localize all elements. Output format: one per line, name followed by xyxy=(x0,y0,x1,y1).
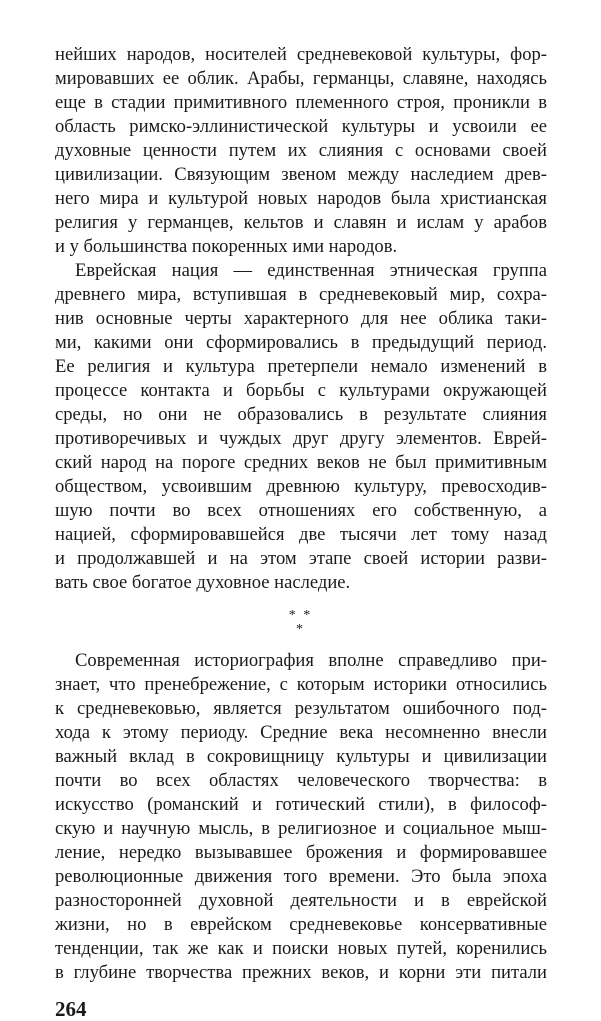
text-line: и продолжавшей и на этом этапе своей истории разви- xyxy=(55,548,547,569)
text-line: почти во всех областях человеческого творчества: в xyxy=(55,770,547,791)
text-line: ский народ на пороге средних веков не был примитивным xyxy=(55,452,547,473)
text-line: древнего мира, вступившая в средневековый мир, сохра- xyxy=(55,284,547,305)
section-separator xyxy=(0,609,601,637)
text-line: жизни, но в еврейском средневековье консервативные xyxy=(55,914,547,935)
text-line: в глубине творчества прежних веков, и корни эти питали xyxy=(55,962,547,983)
text-line: разносторонней духовной деятельности и в еврейской xyxy=(55,890,547,911)
text-line: шую почти во всех отношениях его собственную, а xyxy=(55,500,547,521)
text-line: обществом, усвоившим древнюю культуру, превосходив- xyxy=(55,476,547,497)
text-line: противоречивых и чуждых друг другу элементов. Еврей- xyxy=(55,428,547,449)
text-line: к средневековью, является результатом ошибочного под- xyxy=(55,698,547,719)
text-line: важный вклад в сокровищницу культуры и цивилизации xyxy=(55,746,547,767)
text-line: мировавших ее облик. Арабы, германцы, славяне, находясь xyxy=(55,68,547,89)
text-line: Ее религия и культура претерпели немало изменений в xyxy=(55,356,547,377)
text-line: Еврейская нация — единственная этническая группа xyxy=(75,260,547,281)
text-line: Современная историография вполне справедливо при- xyxy=(75,650,547,671)
text-line: хода к этому периоду. Средние века несомненно внесли xyxy=(55,722,547,743)
text-line: нацией, сформировавшейся две тысячи лет тому назад xyxy=(55,524,547,545)
text-line: и у большинства покоренных ими народов. xyxy=(55,236,398,257)
text-line: область римско-эллинистической культуры и усвоили ее xyxy=(55,116,547,137)
text-line: религия у германцев, кельтов и славян и ислам у арабов xyxy=(55,212,547,233)
text-line: духовные ценности путем их слияния с основами своей xyxy=(55,140,547,161)
separator-asterisks: * * * xyxy=(288,608,313,637)
text-line: еще в стадии примитивного племенного строя, проникли в xyxy=(55,92,547,113)
text-line: скую и научную мысль, в религиозное и социальное мыш- xyxy=(55,818,547,839)
text-line: ми, какими они сформировались в предыдущий период. xyxy=(55,332,547,353)
text-line: нейших народов, носителей средневековой культуры, фор- xyxy=(55,44,547,65)
text-line: искусство (романский и готический стили), в философ- xyxy=(55,794,547,815)
text-line: революционные движения того времени. Это была эпоха xyxy=(55,866,547,887)
text-line: знает, что пренебрежение, с которым историки относились xyxy=(55,674,547,695)
page-number: 264 xyxy=(55,997,87,1021)
text-line: цивилизации. Связующим звеном между наследием древ- xyxy=(55,164,547,185)
text-line: процессе контакта и борьбы с культурами окружающей xyxy=(55,380,547,401)
text-line: нив основные черты характерного для нее облика таки- xyxy=(55,308,547,329)
text-line: ление, нередко вызывавшее брожения и формировавшее xyxy=(55,842,547,863)
text-line: вать свое богатое духовное наследие. xyxy=(55,572,351,593)
text-line: среды, но они не образовались в результате слияния xyxy=(55,404,547,425)
text-line: него мира и культурой новых народов была христианская xyxy=(55,188,547,209)
text-line: тенденции, так же как и поиски новых путей, коренились xyxy=(55,938,547,959)
